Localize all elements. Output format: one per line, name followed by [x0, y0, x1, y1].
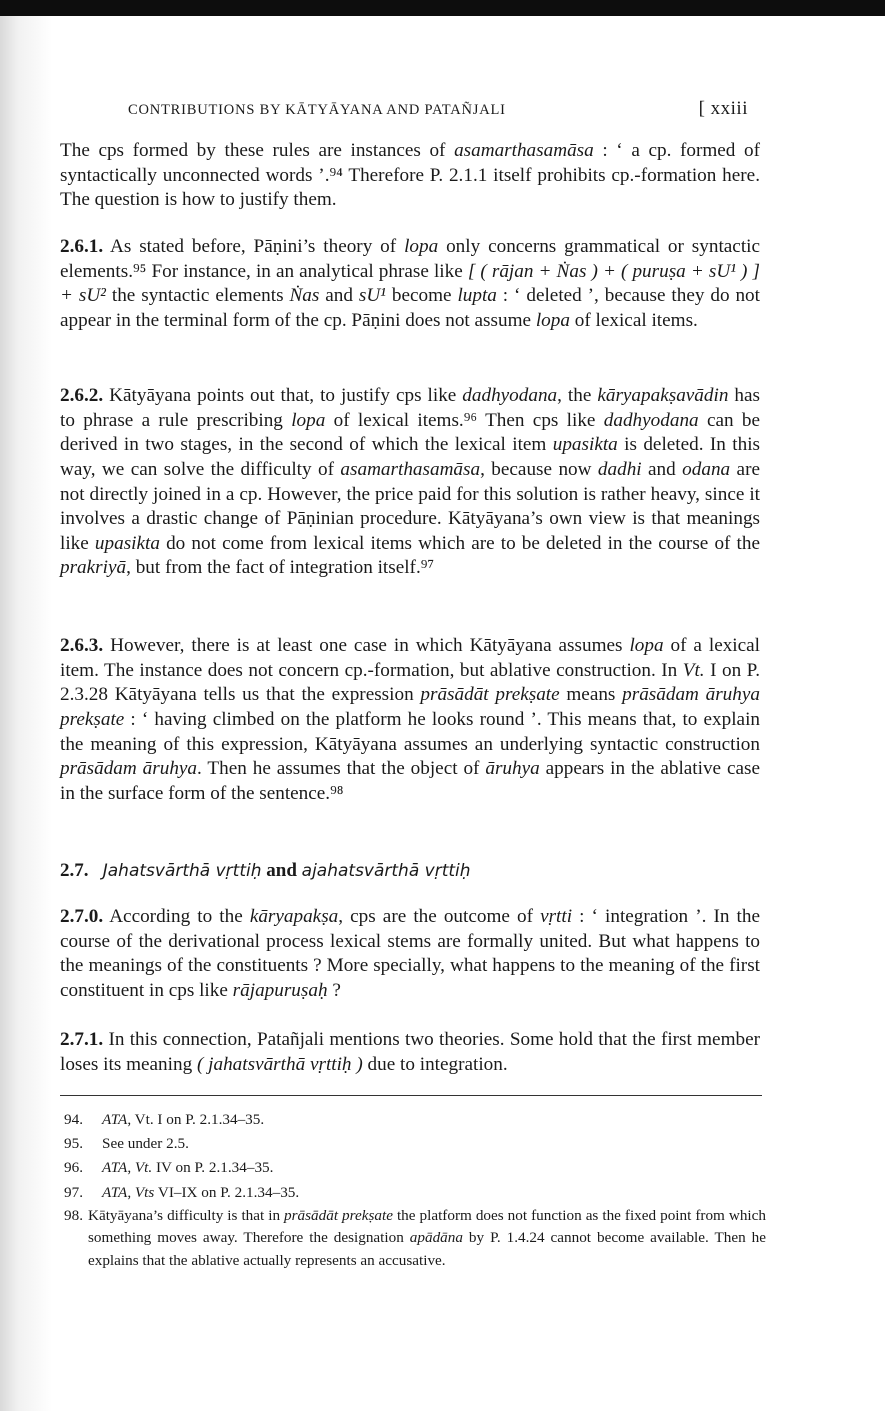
- footnote-98: 98. Kātyāyana’s difficulty is that in prāsādāt prekṣate the platform does not function as the fixed point from which something moves away. Therefore the designation apādāna by P. 1.4.24 cannot become available. Then he explains that the ablative actually represents an accusative.: [64, 1206, 766, 1269]
- paragraph-2-7-1: 2.7.1. In this connection, Patañjali mentions two theories. Some hold that the first member loses its meaning ( jahatsvārthā vṛttiḥ ) due to integration.: [60, 1029, 760, 1075]
- footnote-96: 96. ATA, Vt. IV on P. 2.1.34–35.: [64, 1159, 274, 1177]
- paragraph-intro: The cps formed by these rules are instances of asamarthasamāsa : ‘ a cp. formed of syntactically unconnected words ’.⁹⁴ Therefore P. 2.1.1 itself prohibits cp.-formation here. The question is how to justify them.: [60, 140, 760, 211]
- footnote-94: 94. ATA, Vt. I on P. 2.1.34–35.: [64, 1111, 265, 1128]
- footnotes: [64, 1108, 766, 1272]
- section-number: 2.7.0.: [60, 906, 104, 928]
- section-number: 2.7.1.: [60, 1029, 104, 1051]
- paragraph-2-6-1: 2.6.1. As stated before, Pāṇini’s theory of lopa only concerns grammatical or syntactic elements.⁹⁵ For instance, in an analytical phrase like [ ( rājan + Ṅas ) + ( puruṣa + sU¹ ) ] + sU² the syntactic elements Ṅas and sU¹ become lupta : ‘ deleted ’, because they do not appear in the terminal form of the cp. Pāṇini does not assume lopa of lexical items.: [60, 236, 761, 331]
- footnote-divider: [60, 1095, 762, 1096]
- footnote-97: 97. ATA, Vts VI–IX on P. 2.1.34–35.: [64, 1183, 300, 1201]
- paragraph-2-7-0: 2.7.0. According to the kāryapakṣa, cps are the outcome of vṛtti : ‘ integration ’. In the course of the derivational process lexical stems are formally united. But what happens to the meanings of the constituents ? More specially, what happens to the meaning of the first constituent in cps like rājapuruṣaḥ ?: [60, 906, 761, 1001]
- section-number: 2.6.2.: [60, 385, 104, 407]
- scan-top-border: [0, 0, 885, 16]
- page-number: [ xxiii: [698, 98, 748, 119]
- section-number: 2.6.1.: [60, 236, 104, 258]
- running-head: [128, 98, 748, 128]
- paragraph-2-6-3: 2.6.3. However, there is at least one case in which Kātyāyana assumes lopa of a lexical item. The instance does not concern cp.-formation, but ablative construction. In Vt. I on P. 2.3.28 Kātyāyana tells us that the expression prāsādāt prekṣate means prāsādam āruhya prekṣate : ‘ having climbed on the platform he looks round ’. This means that, to explain the meaning of this expression, Kātyāyana assumes an underlying syntactic construction prāsādam āruhya. Then he assumes that the object of āruhya appears in the ablative case in the surface form of the sentence.⁹⁸: [60, 635, 761, 804]
- section-heading-2-7: 2.7. Jahatsvārthā vṛttiḥ and ajahatsvārthā vṛttiḥ: [60, 860, 471, 881]
- running-head-title: CONTRIBUTIONS BY KĀTYĀYANA AND PATAÑJALI: [128, 102, 506, 118]
- footnote-95: 95. See under 2.5.: [64, 1135, 189, 1153]
- scan-left-shadow: [0, 16, 52, 1411]
- paragraph-2-6-2: 2.6.2. Kātyāyana points out that, to justify cps like dadhyodana, the kāryapakṣavādin has to phrase a rule prescribing lopa of lexical items.⁹⁶ Then cps like dadhyodana can be derived in two stages, in the second of which the lexical item upasikta is deleted. In this way, we can solve the difficulty of asamarthasamāsa, because now dadhi and odana are not directly joined in a cp. However, the price paid for this solution is rather heavy, since it involves a drastic change of Pāṇinian procedure. Kātyāyana’s own view is that meanings like upasikta do not come from lexical items which are to be deleted in the course of the prakriyā, but from the fact of integration itself.⁹⁷: [60, 385, 761, 579]
- section-number: 2.6.3.: [60, 635, 104, 657]
